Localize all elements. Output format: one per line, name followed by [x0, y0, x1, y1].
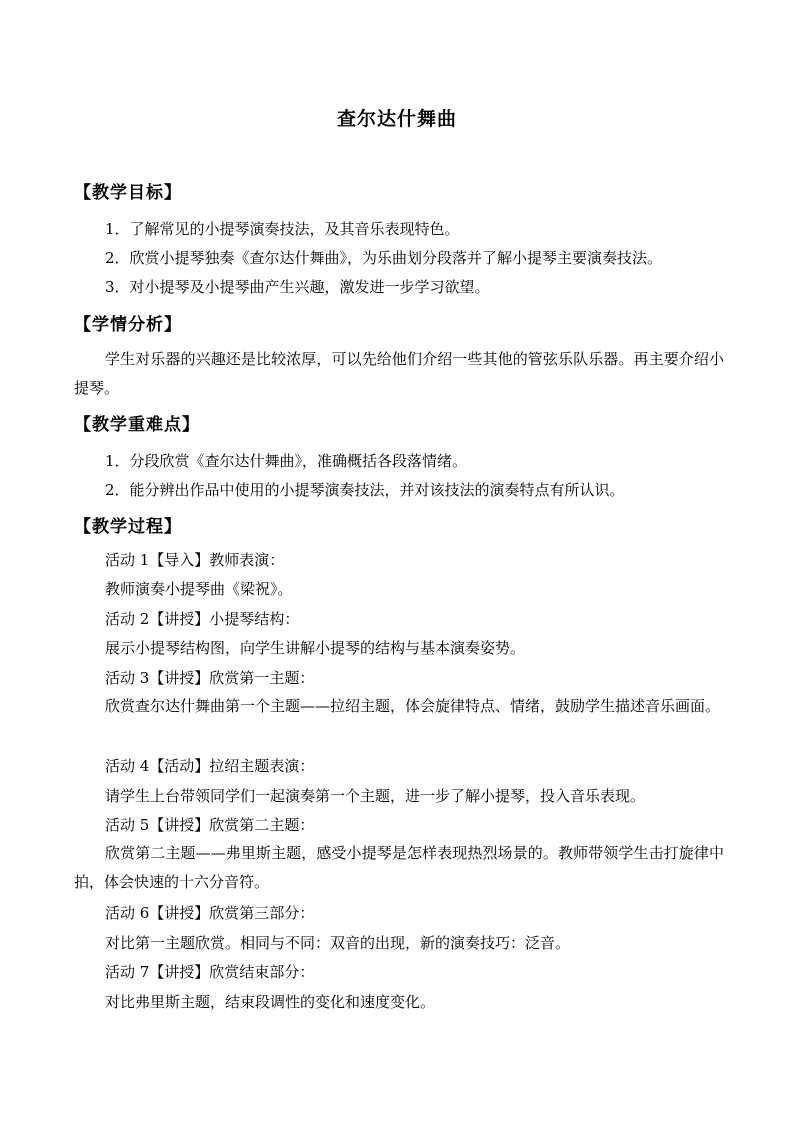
- activity-5-title: 活动 5【讲授】欣赏第二主题：: [105, 816, 315, 834]
- activity-7-title: 活动 7【讲授】欣赏结束部分：: [105, 963, 315, 981]
- activity-3-title: 活动 3【讲授】欣赏第一主题：: [105, 669, 315, 687]
- activity-1-title: 活动 1【导入】教师表演：: [105, 551, 285, 569]
- activity-7-text: 对比弗里斯主题，结束段调性的变化和速度变化。: [105, 993, 436, 1011]
- activity-3-text: 欣赏查尔达什舞曲第一个主题——拉绍主题，体会旋律特点、情绪，鼓励学生描述音乐画面。: [105, 697, 721, 715]
- section-heading-analysis: 【学情分析】: [74, 315, 182, 335]
- section-heading-process: 【教学过程】: [74, 517, 182, 537]
- activity-1-text: 教师演奏小提琴曲《梁祝》。: [105, 580, 293, 598]
- document-title: 查尔达什舞曲: [336, 108, 457, 130]
- key-point-item-1: 1．分段欣赏《查尔达什舞曲》，准确概括各段落情绪。: [105, 452, 468, 470]
- activity-6-title: 活动 6【讲授】欣赏第三部分：: [105, 904, 315, 922]
- analysis-paragraph: 学生对乐器的兴趣还是比较浓厚，可以先给他们介绍一些其他的管弦乐队乐器。再主要介绍小提琴。: [74, 350, 724, 397]
- activity-4-text: 请学生上台带领同学们一起演奏第一个主题，进一步了解小提琴，投入音乐表现。: [105, 787, 646, 805]
- goal-item-1: 1．了解常见的小提琴演奏技法，及其音乐表现特色。: [105, 220, 460, 238]
- section-heading-goals: 【教学目标】: [74, 183, 182, 203]
- goal-item-2: 2．欣赏小提琴独奏《查尔达什舞曲》，为乐曲划分段落并了解小提琴主要演奏技法。: [105, 249, 663, 267]
- activity-6-text: 对比第一主题欣赏。相同与不同：双音的出现，新的演奏技巧：泛音。: [105, 934, 571, 952]
- key-point-item-2: 2．能分辨出作品中使用的小提琴演奏技法，并对该技法的演奏特点有所认识。: [105, 481, 625, 499]
- activity-2-text: 展示小提琴结构图，向学生讲解小提琴的结构与基本演奏姿势。: [105, 639, 526, 657]
- activity-2-title: 活动 2【讲授】小提琴结构：: [105, 610, 300, 628]
- activity-5-text: 欣赏第二主题——弗里斯主题，感受小提琴是怎样表现热烈场景的。教师带领学生击打旋律中拍，体会快速的十六分音符。: [74, 844, 724, 891]
- section-heading-key-points: 【教学重难点】: [74, 415, 200, 435]
- goal-item-3: 3．对小提琴及小提琴曲产生兴趣，激发进一步学习欲望。: [105, 278, 490, 296]
- activity-4-title: 活动 4【活动】拉绍主题表演：: [105, 757, 315, 775]
